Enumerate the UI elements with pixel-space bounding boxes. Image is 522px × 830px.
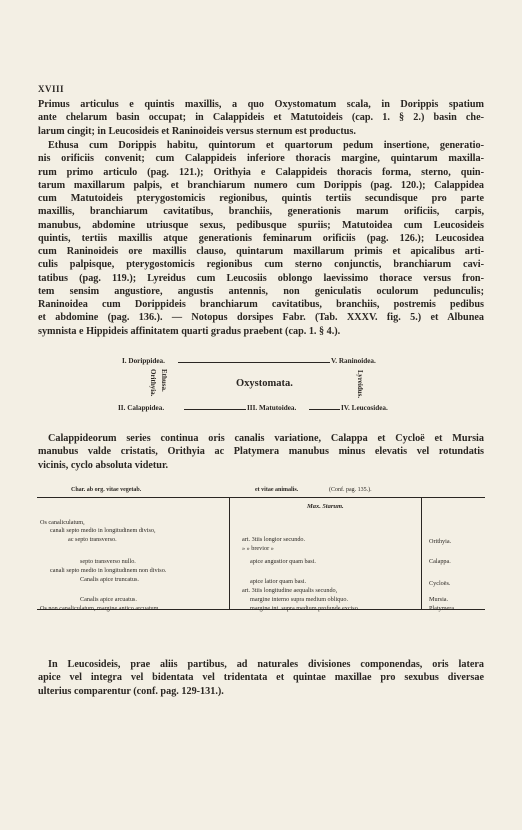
text-line: Primus articulus e quintis maxillis, a quo Oxystomatum scala, in Dorippis spatium bbox=[38, 99, 484, 110]
text-line: nis orificiis convenit; cum Calappideis inferiore thoracis margine, quintarum maxilla- bbox=[38, 153, 484, 165]
table-cell: Os canaliculatum, bbox=[40, 519, 85, 526]
text-line: Ethusa cum Dorippis habitu, quintorum et quartorum pedum insertione, generatio- bbox=[48, 140, 484, 151]
text-line: larum cingit; in Leucosideis et Raninoideis versus sternum est productus. bbox=[38, 125, 356, 137]
diagram-line-bottom-right bbox=[309, 409, 340, 410]
table-top-rule bbox=[37, 497, 485, 498]
table-header-right: et vitae animalis. bbox=[255, 487, 299, 493]
text-line: ulterius comparentur (conf. pag. 129-131.). bbox=[38, 685, 224, 697]
diagram-label-oxystomata: Oxystomata. bbox=[236, 378, 293, 389]
table-header-ref: (Conf. pag. 135.). bbox=[329, 487, 372, 493]
paragraph-4 bbox=[38, 658, 484, 698]
text-line: cum Raninoideis ore maxillis clauso, quintarum maxillarum primis et apicalibus arti- bbox=[38, 246, 484, 257]
text-line: manubus, abdomine utriusque sexus, pedibusque spuriis; Matutoidea cum Leucosideis bbox=[38, 219, 484, 231]
table-cell: Cycloës. bbox=[429, 580, 451, 587]
paragraph-1 bbox=[38, 98, 484, 138]
text-line: tatibus (pag. 119.); Lyreidus cum Leucosiis oblongo laevissimo thorace versus fron- bbox=[38, 272, 484, 284]
table-cell: canali septo medio in longitudinem diviso, bbox=[50, 527, 156, 534]
paragraph-2 bbox=[38, 139, 484, 338]
table-column-divider bbox=[229, 497, 230, 609]
table-cell: Platymera. bbox=[429, 605, 456, 612]
table-cell: Mursia. bbox=[429, 596, 449, 603]
diagram-label-leucosidea: IV. Leucosidea. bbox=[341, 404, 388, 412]
text-line: ante chelarum basin occupat; in Calappideis et Matutoideis (cap. 1. § 2.) basin che- bbox=[38, 112, 484, 124]
page-number: XVIII bbox=[38, 84, 65, 94]
diagram-vertical-ethusa: Ethusa. bbox=[160, 369, 168, 392]
text-line: quintis, tertiis maxillis atque generationis feminarum orificiis (pag. 126.); Leucosidea bbox=[38, 232, 484, 244]
diagram-label-dorippidea: I. Dorippidea. bbox=[122, 357, 165, 365]
text-line: apice vel integra vel bidentata vel tridentata et quintae maxillae pro sexubus diversae bbox=[38, 672, 484, 684]
table-cell: Calappa. bbox=[429, 558, 451, 565]
table-cell: Orithyia. bbox=[429, 538, 452, 545]
diagram-line-top bbox=[178, 362, 330, 363]
table-mid-heading: Max. 5tarum. bbox=[307, 503, 344, 510]
text-line: vicinis, cyclo absoluta videtur. bbox=[38, 459, 169, 471]
table-cell: margine int. supra medium profunde exciso. bbox=[250, 605, 360, 612]
table-cell: Os non canaliculatum, margine antico arcuatum. bbox=[40, 605, 160, 612]
text-line: culis palpisque, pterygostomicis regionibus cum sterno conjunctis, branchiarum cavi- bbox=[38, 259, 484, 271]
diagram-label-raninoidea: V. Raninoidea. bbox=[331, 357, 376, 365]
text-line: manubus valde cristatis, Orithyia ac Platymera manubus minus elevatis vel rotundatis bbox=[38, 446, 484, 458]
table-cell: » » brevior » bbox=[242, 545, 274, 552]
table-cell: art. 3tiis longior secundo. bbox=[242, 536, 306, 543]
table-cell: Canalis apice truncatus. bbox=[80, 576, 139, 583]
table-cell: septo transverso nullo. bbox=[80, 558, 136, 565]
table-cell: apice latior quam basi. bbox=[250, 578, 307, 585]
table-column-divider bbox=[421, 497, 422, 609]
paragraph-3 bbox=[38, 432, 484, 472]
text-line: tarum maxillarum palpis, et branchiarum numero cum Dorippis (pag. 120.); Calappidea bbox=[38, 179, 484, 191]
diagram-vertical-lyreidus: Lyreidus. bbox=[356, 370, 364, 399]
diagram-label-calappidea: II. Calappidea. bbox=[118, 404, 165, 412]
diagram-vertical-orithyia: Orithyia. bbox=[149, 369, 157, 397]
table-cell: margine interno supra medium obliquo. bbox=[250, 596, 349, 603]
text-line: Calappideorum series continua oris canalis variatione, Calappa et Cycloë et Mursia bbox=[48, 433, 484, 444]
text-line: cum Matutoideis pterygostomicis regionibus, quintis tertiis secundisque pro parte bbox=[38, 193, 484, 204]
table-cell: art. 3tiis longitudine aequalis secundo, bbox=[242, 587, 338, 594]
text-line: rum primo articulo (pag. 121.); Orithyia e Calappideis thoracis forma, sterno, quin- bbox=[38, 166, 484, 178]
text-line: tem sensim angustiore, angustis antennis, non geniculatis oculorum pedunculis; bbox=[38, 285, 484, 297]
table-header-left: Char. ab org. vitae vegetab. bbox=[71, 487, 142, 493]
text-line: Raninoidea cum Dorippideis branchiarum cavitatibus, branchiis, postremis pedibus bbox=[38, 299, 484, 310]
diagram-line-bottom-left bbox=[184, 409, 246, 410]
text-line: symnista e Hippideis affinitatem quarti gradus praebent (cap. 1. § 4.). bbox=[38, 325, 341, 337]
table-cell: Canalis apice arcuatus. bbox=[80, 596, 137, 603]
table-cell: canali septo medio in longitudinem non diviso. bbox=[50, 567, 167, 574]
text-line: et abdomine (pag. 136.). — Notopus dorsipes Fabr. (Tab. XXXV. fig. 5.) et Albunea bbox=[38, 312, 484, 324]
diagram-label-matutoidea: III. Matutoidea. bbox=[247, 404, 297, 412]
table-cell: apice angustior quam basi. bbox=[250, 558, 316, 565]
table-cell: ac septo transverso. bbox=[68, 536, 117, 543]
text-line: In Leucosideis, prae aliis partibus, ad naturales divisiones componendas, oris latera bbox=[48, 659, 484, 670]
characters-table bbox=[37, 487, 485, 612]
text-line: maxillis, branchiarum cavitatibus, branchiis, generationis marum orificiis, carpis, bbox=[38, 206, 484, 218]
